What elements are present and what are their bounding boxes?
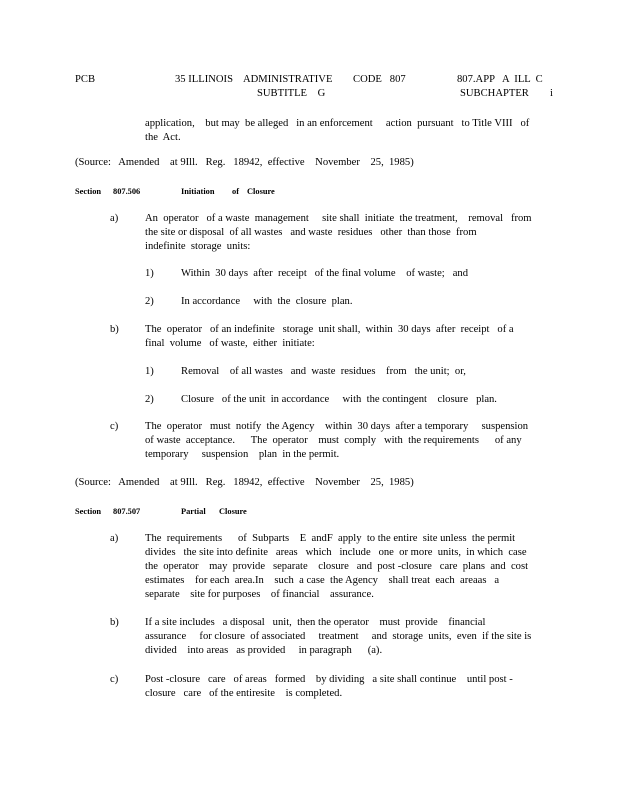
subitem-a1-text: Within 30 days after receipt of the final volume of waste; and bbox=[181, 268, 468, 279]
item2-a-line-2: divides the site into definite areas which include one or more units, in which case bbox=[145, 547, 527, 558]
item2-label-a: a) bbox=[110, 533, 119, 544]
item2-a-line-1: The requirements of Subparts E andF apply to the entire site unless the permit bbox=[145, 533, 516, 544]
item2-c-line-1: Post -closure care of areas formed by dividing a site shall continue until post - bbox=[145, 674, 513, 685]
item-label-b: b) bbox=[110, 324, 119, 335]
source-note-2: (Source: Amended at 9Ill. Reg. 18942, effective November 25, 1985) bbox=[75, 477, 414, 488]
section-id-2: 807.507 bbox=[113, 507, 141, 516]
section-title-of-1: of bbox=[232, 187, 239, 196]
subitem-b1-text: Removal of all wastes and waste residues from the unit; or, bbox=[181, 366, 466, 377]
item2-b-line-3: divided into areas as provided in paragraph (a). bbox=[145, 645, 383, 656]
item2-label-c: c) bbox=[110, 674, 119, 685]
section-subject-2: Closure bbox=[219, 507, 247, 516]
section-label-1: Section bbox=[75, 187, 102, 196]
item2-label-b: b) bbox=[110, 617, 119, 628]
item-b-line-2: final volume of waste, either initiate: bbox=[145, 338, 315, 349]
source-note-1: (Source: Amended at 9Ill. Reg. 18942, effective November 25, 1985) bbox=[75, 157, 414, 168]
subitem-a2-text: In accordance with the closure plan. bbox=[181, 296, 353, 307]
item2-c-line-2: closure care of the entiresite is completed. bbox=[145, 688, 343, 699]
header-title-line1: 35 ILLINOIS ADMINISTRATIVE bbox=[175, 74, 333, 85]
item-c-line-1: The operator must notify the Agency within 30 days after a temporary suspension bbox=[145, 421, 529, 432]
intro-line-2: the Act. bbox=[145, 132, 181, 143]
section-title-2: Partial bbox=[181, 507, 206, 516]
item2-a-line-3: the operator may provide separate closure and post -closure care plans and cost bbox=[145, 561, 529, 572]
section-label-2: Section bbox=[75, 507, 102, 516]
subitem-label-a1: 1) bbox=[145, 268, 154, 279]
item-c-line-3: temporary suspension plan in the permit. bbox=[145, 449, 340, 460]
item-label-c: c) bbox=[110, 421, 119, 432]
item-a-line-3: indefinite storage units: bbox=[145, 241, 251, 252]
item2-a-line-4: estimates for each area.In such a case the Agency shall treat each areaas a bbox=[145, 575, 500, 586]
item-c-line-2: of waste acceptance. The operator must comply with the requirements of any bbox=[145, 435, 522, 446]
intro-line-1: application, but may be alleged in an enforcement action pursuant to Title VIII of bbox=[145, 118, 530, 129]
item2-b-line-2: assurance for closure of associated treatment and storage units, even if the site is bbox=[145, 631, 532, 642]
header-title-line2: SUBTITLE G bbox=[257, 88, 326, 99]
subitem-label-b1: 1) bbox=[145, 366, 154, 377]
section-id-1: 807.506 bbox=[113, 187, 141, 196]
subitem-label-a2: 2) bbox=[145, 296, 154, 307]
item-a-line-1: An operator of a waste management site shall initiate the treatment, removal from bbox=[145, 213, 532, 224]
header-code: CODE 807 bbox=[353, 74, 406, 85]
item-a-line-2: the site or disposal of all wastes and waste residues other than those from bbox=[145, 227, 477, 238]
header-left: PCB bbox=[75, 74, 96, 85]
item2-a-line-5: separate site for purposes of financial assurance. bbox=[145, 589, 374, 600]
section-title-1: Initiation bbox=[181, 187, 215, 196]
item2-b-line-1: If a site includes a disposal unit, then the operator must provide financial bbox=[145, 617, 486, 628]
header-right-line1: 807.APP A ILL C bbox=[457, 74, 543, 85]
header-right-line2: SUBCHAPTER i bbox=[460, 88, 554, 99]
item-label-a: a) bbox=[110, 213, 119, 224]
subitem-b2-text: Closure of the unit in accordance with the contingent closure plan. bbox=[181, 394, 497, 405]
subitem-label-b2: 2) bbox=[145, 394, 154, 405]
section-subject-1: Closure bbox=[247, 187, 275, 196]
item-b-line-1: The operator of an indefinite storage unit shall, within 30 days after receipt of a bbox=[145, 324, 514, 335]
